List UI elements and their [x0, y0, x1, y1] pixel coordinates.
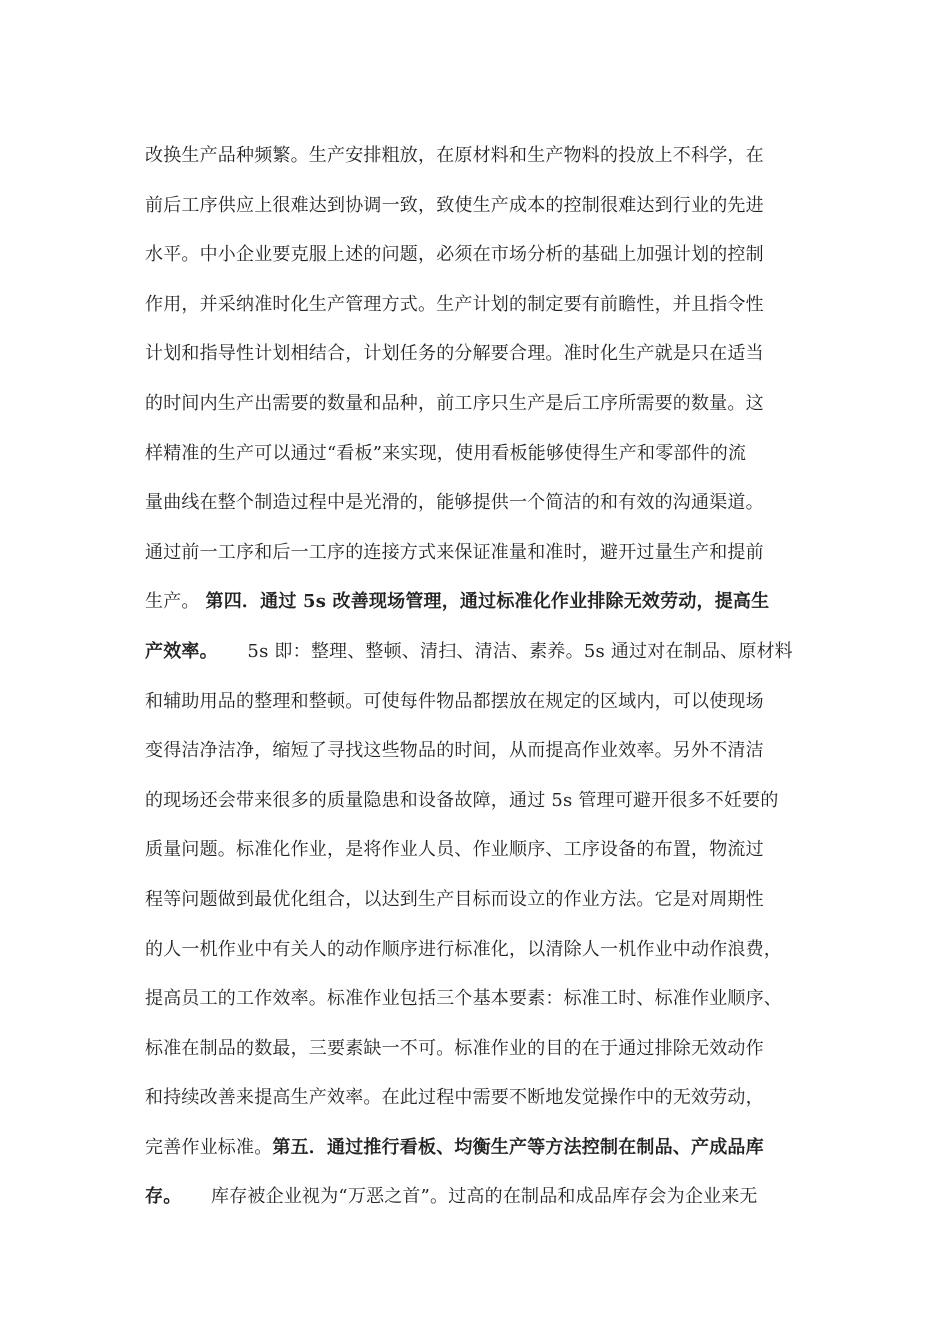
paragraph-text: 和持续改善来提高生产效率。在此过程中需要不断地发觉操作中的无效劳动，: [145, 1087, 764, 1109]
text-line: [145, 1073, 805, 1123]
paragraph-text: 库存被企业视为“万恶之首”。过高的在制品和成品库存会为企业来无: [181, 1186, 758, 1208]
paragraph-text: 的现场还会带来很多的质量隐患和设备故障，通过 5s 管理可避开很多不妊要的: [145, 789, 779, 811]
text-line: [145, 776, 805, 826]
section-heading-text: 产效率。: [145, 640, 218, 662]
paragraph-text: 5s 即：整理、整顿、清扫、清洁、素养。5s 通过对在制品、原材料: [217, 640, 793, 662]
text-line: [145, 478, 805, 528]
text-line: [145, 875, 805, 925]
text-line: [145, 429, 805, 479]
paragraph-text: 通过前一工序和后一工序的连接方式来保证准量和准时，避开过量生产和提前: [145, 541, 764, 563]
paragraph-text: 的人一机作业中有关人的动作顺序进行标准化，以清除人一机作业中动作浪费，: [145, 938, 782, 960]
paragraph-text: 生产。: [145, 591, 206, 613]
paragraph-text: 作用，并采纳准时化生产管理方式。生产计划的制定要有前瞻性，并且指令性: [145, 293, 764, 315]
text-line: [145, 577, 805, 627]
section-heading-text: 第四．通过 5s 改善现场管理，通过标准化作业排除无效劳动，提高生: [205, 591, 770, 613]
paragraph-text: 标准在制品的数最，三要素缺一不可。标准作业的目的在于通过排除无效动作: [145, 1037, 764, 1059]
text-line: [145, 1123, 805, 1173]
paragraph-text: 程等问题做到最优化组合，以达到生产目标而设立的作业方法。它是对周期性: [145, 888, 764, 910]
text-line: [145, 925, 805, 975]
paragraph-text: 前后工序供应上很难达到协调一致，致使生产成本的控制很难达到行业的先进: [145, 194, 764, 216]
paragraph-text: 提高员工的工作效率。标准作业包括三个基本要素：标准工时、标准作业顺序、: [145, 988, 782, 1010]
text-line: [145, 974, 805, 1024]
text-line: [145, 677, 805, 727]
text-line: [145, 329, 805, 379]
paragraph-text: 完善作业标准。: [145, 1136, 273, 1158]
paragraph-text: 计划和指导性计划相结合，计划任务的分解要合理。准时化生产就是只在适当: [145, 343, 764, 365]
paragraph-text: 质量问题。标准化作业，是将作业人员、作业顺序、工序设备的布置，物流过: [145, 839, 764, 861]
text-line: [145, 825, 805, 875]
paragraph-text: 量曲线在整个制造过程中是光滑的，能够提供一个简洁的和有效的沟通渠道。: [145, 492, 764, 514]
text-line: [145, 379, 805, 429]
text-line: [145, 181, 805, 231]
paragraph-text: 的时间内生产出需要的数量和品种，前工序只生产是后工序所需要的数量。这: [145, 392, 764, 414]
paragraph-text: 和辅助用品的整理和整顿。可使每件物品都摆放在规定的区域内，可以使现场: [145, 690, 764, 712]
text-line: [145, 280, 805, 330]
text-line: [145, 726, 805, 776]
section-heading-text: 存。: [145, 1186, 182, 1208]
text-line: [145, 230, 805, 280]
paragraph-text: 改换生产品种频繁。生产安排粗放，在原材料和生产物料的投放上不科学，在: [145, 145, 764, 166]
text-line: [145, 1172, 805, 1222]
document-body: [145, 131, 805, 1222]
paragraph-text: 样精准的生产可以通过“看板”来实现，使用看板能够使得生产和零部件的流: [145, 442, 747, 464]
section-heading-text: 第五．通过推行看板、均衡生产等方法控制在制品、产成品库: [272, 1136, 764, 1158]
paragraph-text: 水平。中小企业要克服上述的问题，必须在市场分析的基础上加强计划的控制: [145, 244, 764, 266]
text-line: [145, 528, 805, 578]
text-line: [145, 627, 805, 677]
text-line: [145, 1024, 805, 1074]
paragraph-text: 变得洁净洁净，缩短了寻找这些物品的时间，从而提高作业效率。另外不清洁: [145, 740, 764, 762]
text-line: [145, 131, 805, 181]
